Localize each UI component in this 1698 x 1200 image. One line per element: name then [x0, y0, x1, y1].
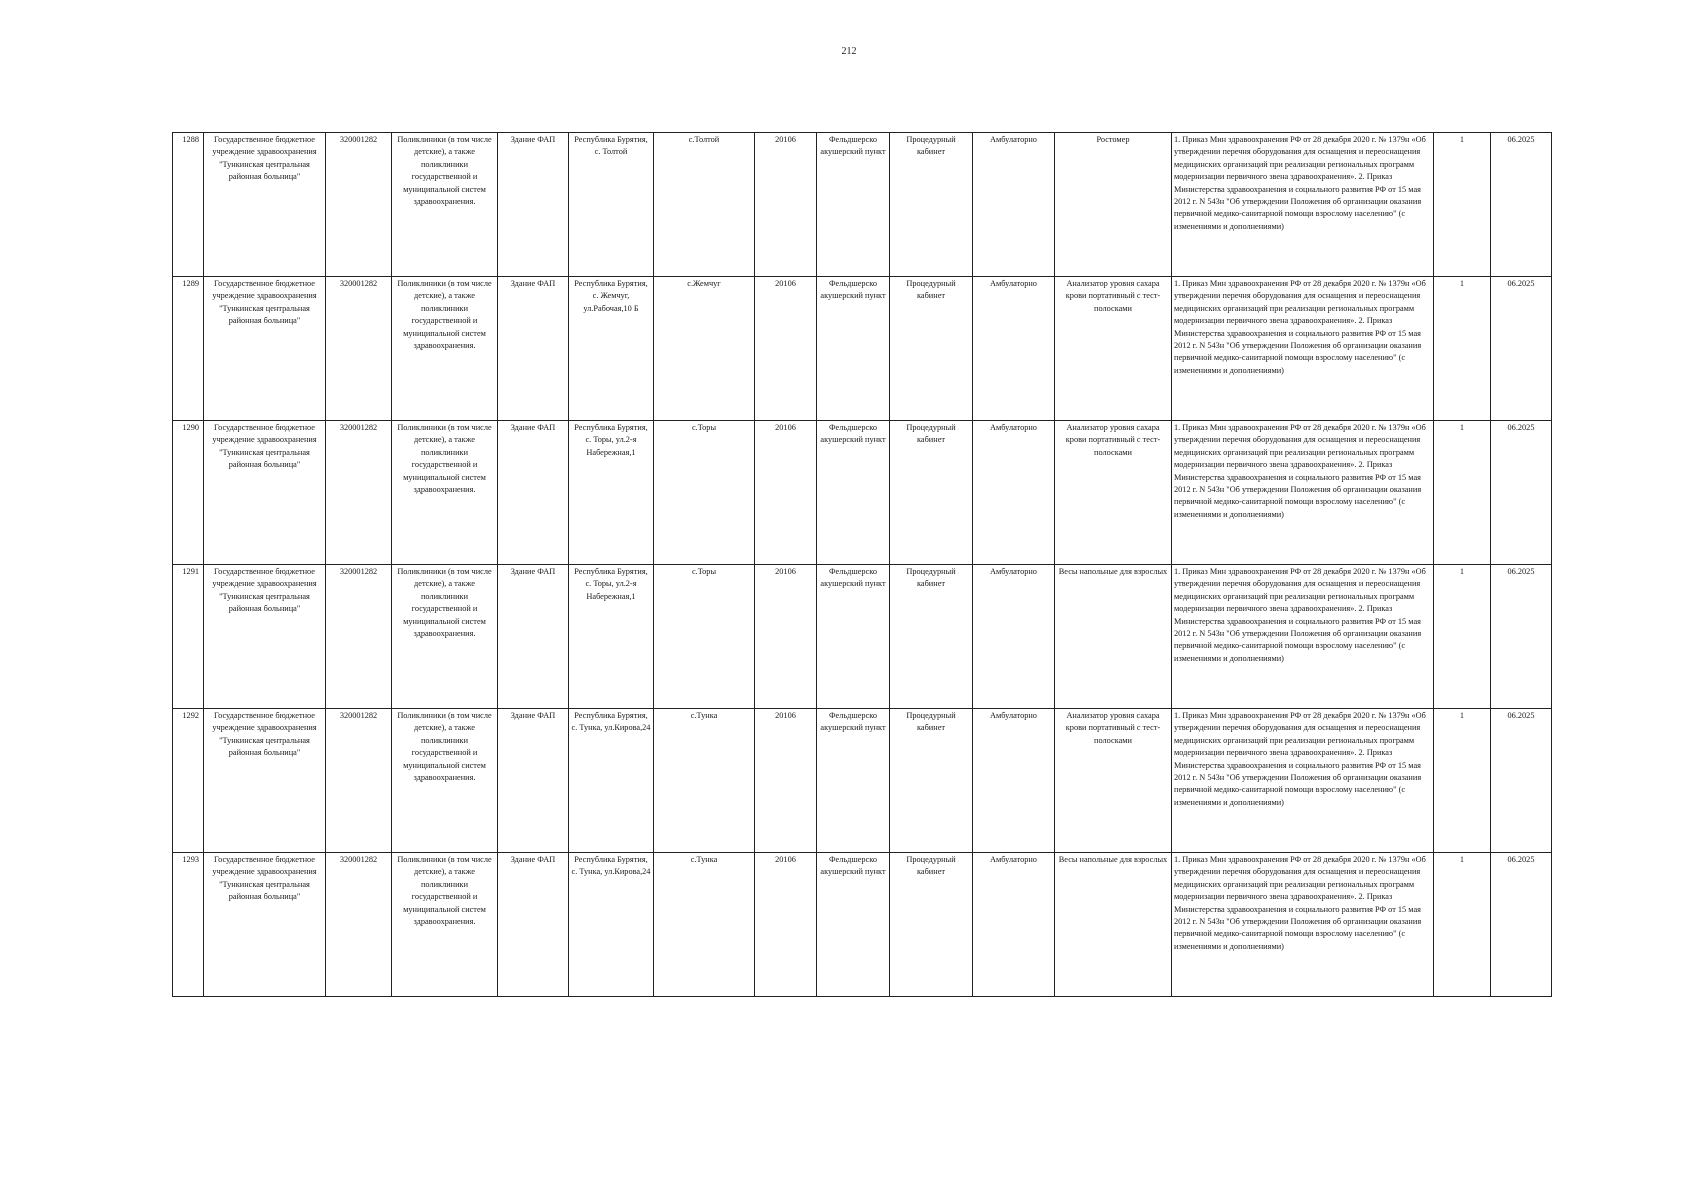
organization-code: 320001282: [326, 709, 392, 853]
building: Здание ФАП: [498, 277, 569, 421]
institution-type: Поликлиники (в том числе детские), а также поликлиники государственной и муниципальной систем здравоохранения.: [392, 565, 498, 709]
legal-basis: 1. Приказ Мин здравоохранения РФ от 28 декабря 2020 г. № 1379н «Об утверждении перечня оборудования для оснащения и переоснащения медицинских организаций при реализации региональных программ модернизации первичного звена здравоохранения». 2. Приказ Министерства здравоохранения и социального развития РФ от 15 мая 2012 г. N 543н "Об утверждении Положения об организации оказания первичной медико-санитарной помощи взрослому населению" (с изменениями и дополнениями): [1172, 277, 1434, 421]
legal-basis: 1. Приказ Мин здравоохранения РФ от 28 декабря 2020 г. № 1379н «Об утверждении перечня оборудования для оснащения и переоснащения медицинских организаций при реализации региональных программ модернизации первичного звена здравоохранения». 2. Приказ Министерства здравоохранения и социального развития РФ от 15 мая 2012 г. N 543н "Об утверждении Положения об организации оказания первичной медико-санитарной помощи взрослому населению" (с изменениями и дополнениями): [1172, 421, 1434, 565]
unit-code: 20106: [755, 421, 817, 565]
organization-name: Государственное бюджетное учреждение здравоохранения "Тункинская центральная районная больница": [204, 277, 326, 421]
delivery-date: 06.2025: [1491, 709, 1552, 853]
institution-type: Поликлиники (в том числе детские), а также поликлиники государственной и муниципальной систем здравоохранения.: [392, 133, 498, 277]
organization-name: Государственное бюджетное учреждение здравоохранения "Тункинская центральная районная больница": [204, 565, 326, 709]
row-number: 1289: [173, 277, 204, 421]
unit-name: Фельдшерско акушерский пункт: [817, 277, 890, 421]
legal-basis: 1. Приказ Мин здравоохранения РФ от 28 декабря 2020 г. № 1379н «Об утверждении перечня оборудования для оснащения и переоснащения медицинских организаций при реализации региональных программ модернизации первичного звена здравоохранения». 2. Приказ Министерства здравоохранения и социального развития РФ от 15 мая 2012 г. N 543н "Об утверждении Положения об организации оказания первичной медико-санитарной помощи взрослому населению" (с изменениями и дополнениями): [1172, 133, 1434, 277]
unit-code: 20106: [755, 853, 817, 997]
quantity: 1: [1434, 277, 1491, 421]
room: Процедурный кабинет: [890, 133, 973, 277]
quantity: 1: [1434, 421, 1491, 565]
building: Здание ФАП: [498, 421, 569, 565]
equipment-name: Анализатор уровня сахара крови портативный с тест-полосками: [1055, 277, 1172, 421]
care-mode: Амбулаторно: [973, 853, 1055, 997]
address: Республика Бурятия, с. Жемчуг, ул.Рабочая,10 Б: [569, 277, 654, 421]
institution-type: Поликлиники (в том числе детские), а также поликлиники государственной и муниципальной систем здравоохранения.: [392, 853, 498, 997]
equipment-name: Анализатор уровня сахара крови портативный с тест-полосками: [1055, 709, 1172, 853]
quantity: 1: [1434, 853, 1491, 997]
address: Республика Бурятия, с. Толтой: [569, 133, 654, 277]
address: Республика Бурятия, с. Торы, ул.2-я Набережная,1: [569, 565, 654, 709]
unit-code: 20106: [755, 709, 817, 853]
organization-code: 320001282: [326, 421, 392, 565]
table-row: [173, 133, 1552, 277]
legal-basis: 1. Приказ Мин здравоохранения РФ от 28 декабря 2020 г. № 1379н «Об утверждении перечня оборудования для оснащения и переоснащения медицинских организаций при реализации региональных программ модернизации первичного звена здравоохранения». 2. Приказ Министерства здравоохранения и социального развития РФ от 15 мая 2012 г. N 543н "Об утверждении Положения об организации оказания первичной медико-санитарной помощи взрослому населению" (с изменениями и дополнениями): [1172, 709, 1434, 853]
organization-name: Государственное бюджетное учреждение здравоохранения "Тункинская центральная районная больница": [204, 421, 326, 565]
row-number: 1288: [173, 133, 204, 277]
delivery-date: 06.2025: [1491, 133, 1552, 277]
delivery-date: 06.2025: [1491, 565, 1552, 709]
unit-name: Фельдшерско акушерский пункт: [817, 853, 890, 997]
row-number: 1291: [173, 565, 204, 709]
row-number: 1292: [173, 709, 204, 853]
address: Республика Бурятия, с. Тунка, ул.Кирова,24: [569, 709, 654, 853]
legal-basis: 1. Приказ Мин здравоохранения РФ от 28 декабря 2020 г. № 1379н «Об утверждении перечня оборудования для оснащения и переоснащения медицинских организаций при реализации региональных программ модернизации первичного звена здравоохранения». 2. Приказ Министерства здравоохранения и социального развития РФ от 15 мая 2012 г. N 543н "Об утверждении Положения об организации оказания первичной медико-санитарной помощи взрослому населению" (с изменениями и дополнениями): [1172, 853, 1434, 997]
care-mode: Амбулаторно: [973, 277, 1055, 421]
unit-name: Фельдшерско акушерский пункт: [817, 709, 890, 853]
unit-name: Фельдшерско акушерский пункт: [817, 565, 890, 709]
organization-name: Государственное бюджетное учреждение здравоохранения "Тункинская центральная районная больница": [204, 853, 326, 997]
locality: с.Тунка: [654, 709, 755, 853]
table-row: [173, 277, 1552, 421]
locality: с.Торы: [654, 565, 755, 709]
address: Республика Бурятия, с. Тунка, ул.Кирова,24: [569, 853, 654, 997]
building: Здание ФАП: [498, 709, 569, 853]
equipment-name: Анализатор уровня сахара крови портативный с тест-полосками: [1055, 421, 1172, 565]
unit-name: Фельдшерско акушерский пункт: [817, 421, 890, 565]
address: Республика Бурятия, с. Торы, ул.2-я Набережная,1: [569, 421, 654, 565]
care-mode: Амбулаторно: [973, 709, 1055, 853]
locality: с.Торы: [654, 421, 755, 565]
care-mode: Амбулаторно: [973, 565, 1055, 709]
organization-name: Государственное бюджетное учреждение здравоохранения "Тункинская центральная районная больница": [204, 709, 326, 853]
equipment-name: Весы напольные для взрослых: [1055, 853, 1172, 997]
legal-basis: 1. Приказ Мин здравоохранения РФ от 28 декабря 2020 г. № 1379н «Об утверждении перечня оборудования для оснащения и переоснащения медицинских организаций при реализации региональных программ модернизации первичного звена здравоохранения». 2. Приказ Министерства здравоохранения и социального развития РФ от 15 мая 2012 г. N 543н "Об утверждении Положения об организации оказания первичной медико-санитарной помощи взрослому населению" (с изменениями и дополнениями): [1172, 565, 1434, 709]
quantity: 1: [1434, 565, 1491, 709]
page-number: 212: [841, 46, 857, 57]
quantity: 1: [1434, 133, 1491, 277]
room: Процедурный кабинет: [890, 421, 973, 565]
unit-code: 20106: [755, 565, 817, 709]
organization-code: 320001282: [326, 853, 392, 997]
table-row: [173, 853, 1552, 997]
organization-name: Государственное бюджетное учреждение здравоохранения "Тункинская центральная районная больница": [204, 133, 326, 277]
organization-code: 320001282: [326, 277, 392, 421]
table-row: [173, 709, 1552, 853]
delivery-date: 06.2025: [1491, 421, 1552, 565]
room: Процедурный кабинет: [890, 853, 973, 997]
delivery-date: 06.2025: [1491, 853, 1552, 997]
table-row: [173, 565, 1552, 709]
room: Процедурный кабинет: [890, 565, 973, 709]
equipment-name: Весы напольные для взрослых: [1055, 565, 1172, 709]
unit-code: 20106: [755, 133, 817, 277]
locality: с.Тунка: [654, 853, 755, 997]
table-row: [173, 421, 1552, 565]
building: Здание ФАП: [498, 133, 569, 277]
row-number: 1293: [173, 853, 204, 997]
organization-code: 320001282: [326, 133, 392, 277]
equipment-register-table: [172, 132, 1552, 997]
institution-type: Поликлиники (в том числе детские), а также поликлиники государственной и муниципальной систем здравоохранения.: [392, 421, 498, 565]
building: Здание ФАП: [498, 853, 569, 997]
building: Здание ФАП: [498, 565, 569, 709]
care-mode: Амбулаторно: [973, 133, 1055, 277]
organization-code: 320001282: [326, 565, 392, 709]
room: Процедурный кабинет: [890, 277, 973, 421]
locality: с.Толтой: [654, 133, 755, 277]
unit-code: 20106: [755, 277, 817, 421]
room: Процедурный кабинет: [890, 709, 973, 853]
equipment-name: Ростомер: [1055, 133, 1172, 277]
institution-type: Поликлиники (в том числе детские), а также поликлиники государственной и муниципальной систем здравоохранения.: [392, 277, 498, 421]
locality: с.Жемчуг: [654, 277, 755, 421]
delivery-date: 06.2025: [1491, 277, 1552, 421]
row-number: 1290: [173, 421, 204, 565]
care-mode: Амбулаторно: [973, 421, 1055, 565]
institution-type: Поликлиники (в том числе детские), а также поликлиники государственной и муниципальной систем здравоохранения.: [392, 709, 498, 853]
unit-name: Фельдшерско акушерский пункт: [817, 133, 890, 277]
quantity: 1: [1434, 709, 1491, 853]
